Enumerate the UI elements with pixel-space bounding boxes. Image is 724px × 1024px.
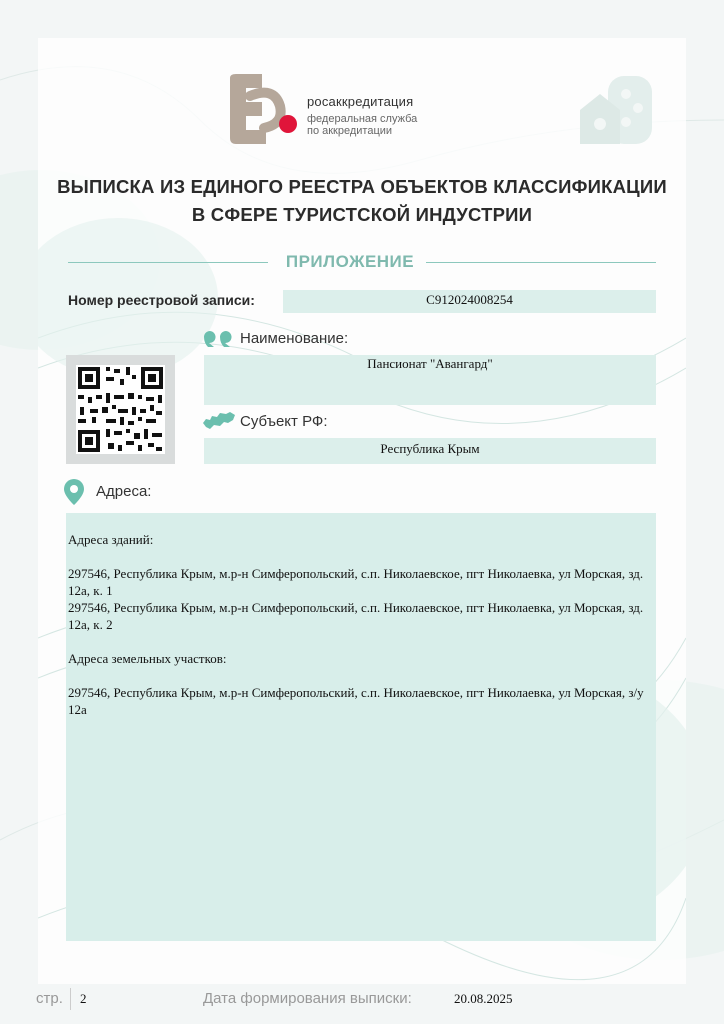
name-label: Наименование: (240, 330, 349, 347)
org-subtitle-line2: по аккредитации (307, 125, 393, 137)
registry-number-field (283, 290, 656, 313)
org-name: росаккредитация (307, 94, 414, 109)
document-title-line2: В СФЕРЕ ТУРИСТСКОЙ ИНДУСТРИИ (191, 204, 533, 225)
page-label: стр. (36, 990, 63, 1007)
org-subtitle-line1: федеральная служба (307, 113, 418, 125)
quote-icon (204, 330, 234, 348)
subject-field (204, 438, 656, 464)
appendix-heading: ПРИЛОЖЕНИЕ (285, 252, 415, 271)
generation-date: 20.08.2025 (454, 991, 513, 1006)
russia-map-icon (202, 411, 236, 431)
registry-number-value: С912024008254 (426, 292, 513, 307)
name-value: Пансионат "Авангард" (367, 356, 493, 371)
appendix-divider-left (68, 262, 268, 263)
addresses-text: Адреса зданий: 297546, Республика Крым, м.р-н Симферопольский, с.п. Николаевское, пгт Николаевка, ул Морская, зд. 12а, к. 1 297546, Республика Крым, м.р-н Симферопольский, с.п. Николаевское, пгт Николаевка, ул Морская, зд. 12а, к. 2 Адреса земельных участков: 297546, Республика Крым, м.р-н Симферопольский, с.п. Николаевское, пгт Николаевка, ул Морская, з/у 12а (68, 532, 644, 717)
location-pin-icon (64, 479, 84, 505)
date-label: Дата формирования выписки: (203, 990, 412, 1007)
watermark-emblem-icon (578, 74, 656, 148)
footer-divider (70, 988, 71, 1010)
registry-number-label: Номер реестровой записи: (68, 292, 255, 308)
qr-code (66, 355, 175, 464)
subject-label: Субъект РФ: (240, 413, 328, 430)
addresses-label: Адреса: (96, 483, 152, 500)
page-number: 2 (80, 991, 87, 1006)
subject-value: Республика Крым (380, 441, 480, 456)
appendix-divider-right (426, 262, 656, 263)
rosaccreditation-logo-icon (222, 72, 302, 148)
qr-code-icon (66, 355, 175, 464)
name-field (204, 355, 656, 405)
document-title-line1: ВЫПИСКА ИЗ ЕДИНОГО РЕЕСТРА ОБЪЕКТОВ КЛАССИФИКАЦИИ (57, 176, 667, 197)
